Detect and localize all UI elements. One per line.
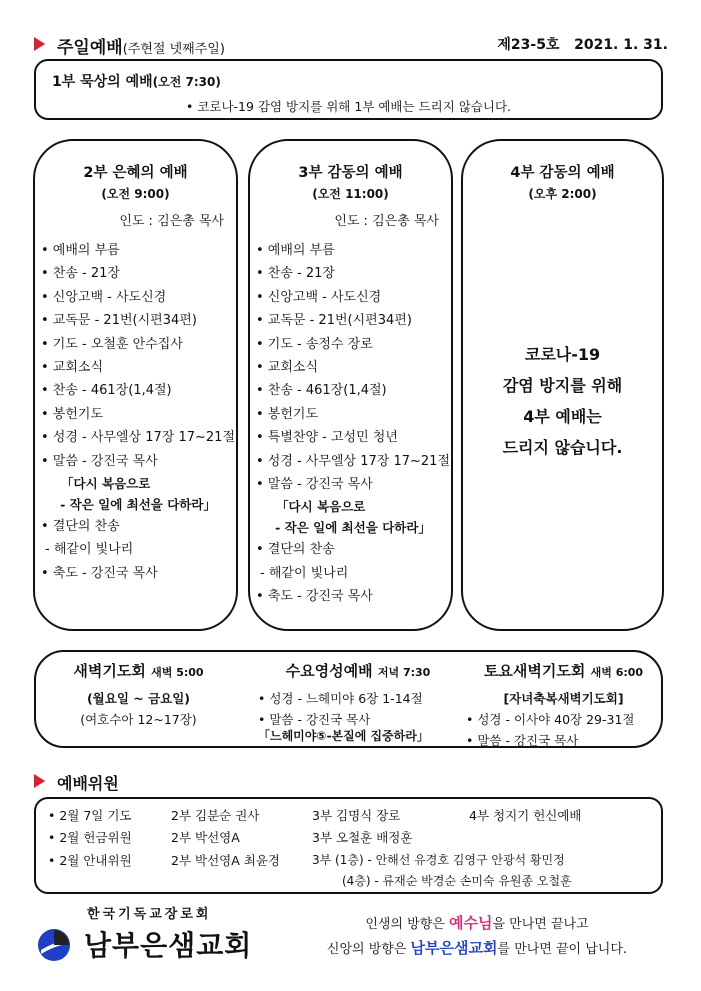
wednesday-service: [258, 660, 458, 747]
order-item: • 찬송 - 461장(1,4절): [256, 383, 387, 399]
committee-cell: • 2월 7일 기도: [48, 808, 132, 823]
church-logo-icon: [37, 928, 71, 966]
service4-box: [461, 139, 664, 631]
page-header: [34, 33, 668, 58]
wednesday-time: 저녁 7:30: [377, 666, 431, 679]
slogan-text: 을 만나면 끝나고: [492, 917, 589, 932]
dawn-scripture: (여호수아 12~17장): [80, 712, 197, 727]
committee-cell: • 2월 안내위원: [48, 853, 132, 868]
saturday-time: 새벽 6:00: [590, 666, 644, 679]
message-line: 코로나-19: [524, 345, 601, 364]
triangle-bullet-icon: [34, 37, 45, 51]
slogan-highlight: 남부은샘교회: [410, 939, 498, 957]
order-item: • 봉헌기도: [41, 406, 104, 422]
committee-box: [34, 797, 663, 894]
committee-cell: 3부 김명식 장로: [312, 808, 401, 823]
order-item: • 축도 - 강진국 목사: [41, 565, 158, 581]
service2-order: [41, 239, 235, 585]
order-item: • 신앙고백 - 사도신경: [41, 289, 167, 305]
slogan-text: 인생의 방향은: [365, 917, 449, 932]
wednesday-preacher: • 말씀 - 강진국 목사: [258, 712, 371, 727]
sermon-subtitle: - 작은 일에 최선을 다하라」: [275, 520, 431, 536]
saturday-title-text: 토요새벽기도회: [483, 662, 586, 680]
committee-cell: 2부 김분순 권사: [171, 808, 260, 823]
committee-cell: 3부 (1층) - 안해선 유경호 김영구 안광석 황민정: [312, 853, 565, 867]
committee-cell: 2부 박선영A 최윤경: [171, 853, 280, 868]
saturday-subtitle: [자녀축복새벽기도회]: [503, 691, 624, 706]
committee-cell: 3부 오철훈 배정훈: [312, 830, 413, 845]
slogan-highlight: 예수님: [448, 914, 493, 932]
issue-date: [497, 34, 668, 54]
service4-time: (오후 2:00): [528, 187, 597, 201]
triangle-bullet-icon: [34, 774, 45, 788]
slogan-text: 를 만나면 끝이 납니다.: [497, 942, 628, 957]
service1-title: [52, 71, 221, 91]
slogan-line-1: [312, 912, 642, 933]
sermon-subtitle: - 작은 일에 최선을 다하라」: [60, 496, 216, 512]
slogan-text: 신앙의 방향은: [326, 942, 411, 957]
message-line: 감염 방지를 위해: [502, 376, 623, 395]
service3-time: (오전 11:00): [312, 187, 389, 201]
dawn-prayer: [36, 660, 241, 730]
dawn-days: (월요일 ~ 금요일): [86, 691, 191, 706]
order-item: • 말씀 - 강진국 목사: [41, 453, 158, 469]
order-item: • 예배의 부름: [41, 243, 120, 258]
denomination-name: 한국기독교장로회: [87, 907, 212, 922]
service2-box: [33, 139, 238, 631]
dawn-time: 새벽 5:00: [151, 666, 204, 679]
page-title: [57, 33, 225, 58]
committee-cell: (4층) - 류재순 박경순 손미숙 유원종 오철훈: [342, 874, 572, 888]
service2-time: (오전 9:00): [101, 187, 170, 201]
order-item: • 결단의 찬송: [256, 542, 335, 558]
wednesday-title-text: 수요영성예배: [285, 662, 373, 680]
service2-title: 2부 은혜의 예배: [83, 165, 188, 181]
order-item: • 기도 - 송정수 장로: [256, 336, 373, 352]
committee-title: 예배위원: [57, 774, 119, 793]
order-item: • 찬송 - 21장: [41, 266, 120, 282]
saturday-service: [466, 660, 661, 751]
saturday-scripture: • 성경 - 이사야 40장 29-31절: [466, 712, 635, 727]
order-item: • 기도 - 오철훈 안수집사: [41, 336, 183, 352]
service1-note: • 코로나-19 감염 방지를 위해 1부 예배는 드리지 않습니다.: [185, 99, 512, 114]
order-item: - 해같이 빛나리: [45, 542, 134, 558]
subtitle-text: (주현절 넷째주일): [122, 42, 225, 57]
order-item: • 축도 - 강진국 목사: [256, 589, 373, 605]
bulletin-date: 2021. 1. 31.: [574, 37, 668, 53]
order-item: • 예배의 부름: [256, 243, 335, 258]
service3-leader: 인도 : 김은총 목사: [334, 214, 439, 229]
church-name: 남부은샘교회: [84, 929, 253, 962]
service3-title: 3부 감동의 예배: [298, 165, 403, 181]
saturday-title: [466, 660, 661, 681]
wednesday-scripture: • 성경 - 느헤미야 6장 1-14절: [258, 691, 423, 706]
order-item: • 특별찬양 - 고성민 청년: [256, 430, 398, 446]
sermon-title: 「다시 복음으로: [276, 499, 366, 515]
service3-box: [248, 139, 453, 631]
order-item: • 봉헌기도: [256, 406, 319, 422]
committee-cell: 2부 박선영A: [171, 830, 240, 845]
order-item: • 교회소식: [256, 359, 319, 375]
order-item: • 찬송 - 21장: [256, 266, 335, 282]
order-item: • 성경 - 사무엘상 17장 17~21절: [256, 453, 451, 469]
dawn-title: [36, 660, 241, 681]
order-item: • 결단의 찬송: [41, 518, 120, 534]
service1-time: (오전 7:30): [152, 75, 221, 89]
service3-order: [256, 239, 450, 608]
order-item: • 성경 - 사무엘상 17장 17~21절: [41, 430, 236, 446]
wednesday-sermon: 「느헤미야⑤-본질에 집중하라」: [258, 729, 429, 743]
committee-cell: • 2월 헌금위원: [48, 830, 132, 845]
order-item: • 말씀 - 강진국 목사: [256, 476, 373, 492]
order-item: • 교회소식: [41, 359, 104, 375]
service4-title: 4부 감동의 예배: [510, 165, 615, 181]
dawn-title-text: 새벽기도회: [73, 662, 146, 680]
order-item: • 교독문 - 21번(시편34편): [41, 313, 197, 329]
order-item: - 해같이 빛나리: [260, 565, 349, 581]
service2-leader: 인도 : 김은총 목사: [119, 214, 224, 229]
order-item: • 찬송 - 461장(1,4절): [41, 383, 172, 399]
saturday-preacher: • 말씀 - 강진국 목사: [466, 733, 579, 748]
order-item: • 교독문 - 21번(시편34편): [256, 313, 412, 329]
service4-message: [463, 339, 662, 463]
sermon-title: 「다시 복음으로: [61, 475, 151, 491]
service1-box: [34, 59, 663, 120]
service1-title-text: 1부 묵상의 예배: [52, 74, 153, 90]
issue-number: 제23-5호: [497, 37, 560, 53]
weekday-services-box: [34, 650, 663, 748]
wednesday-title: [258, 660, 458, 681]
slogan-line-2: [312, 937, 642, 958]
message-line: 4부 예배는: [523, 407, 602, 426]
title-text: 주일예배: [57, 38, 123, 58]
order-item: • 신앙고백 - 사도신경: [256, 289, 382, 305]
message-line: 드리지 않습니다.: [502, 438, 623, 457]
committee-cell: 4부 청지기 헌신예배: [469, 808, 582, 823]
